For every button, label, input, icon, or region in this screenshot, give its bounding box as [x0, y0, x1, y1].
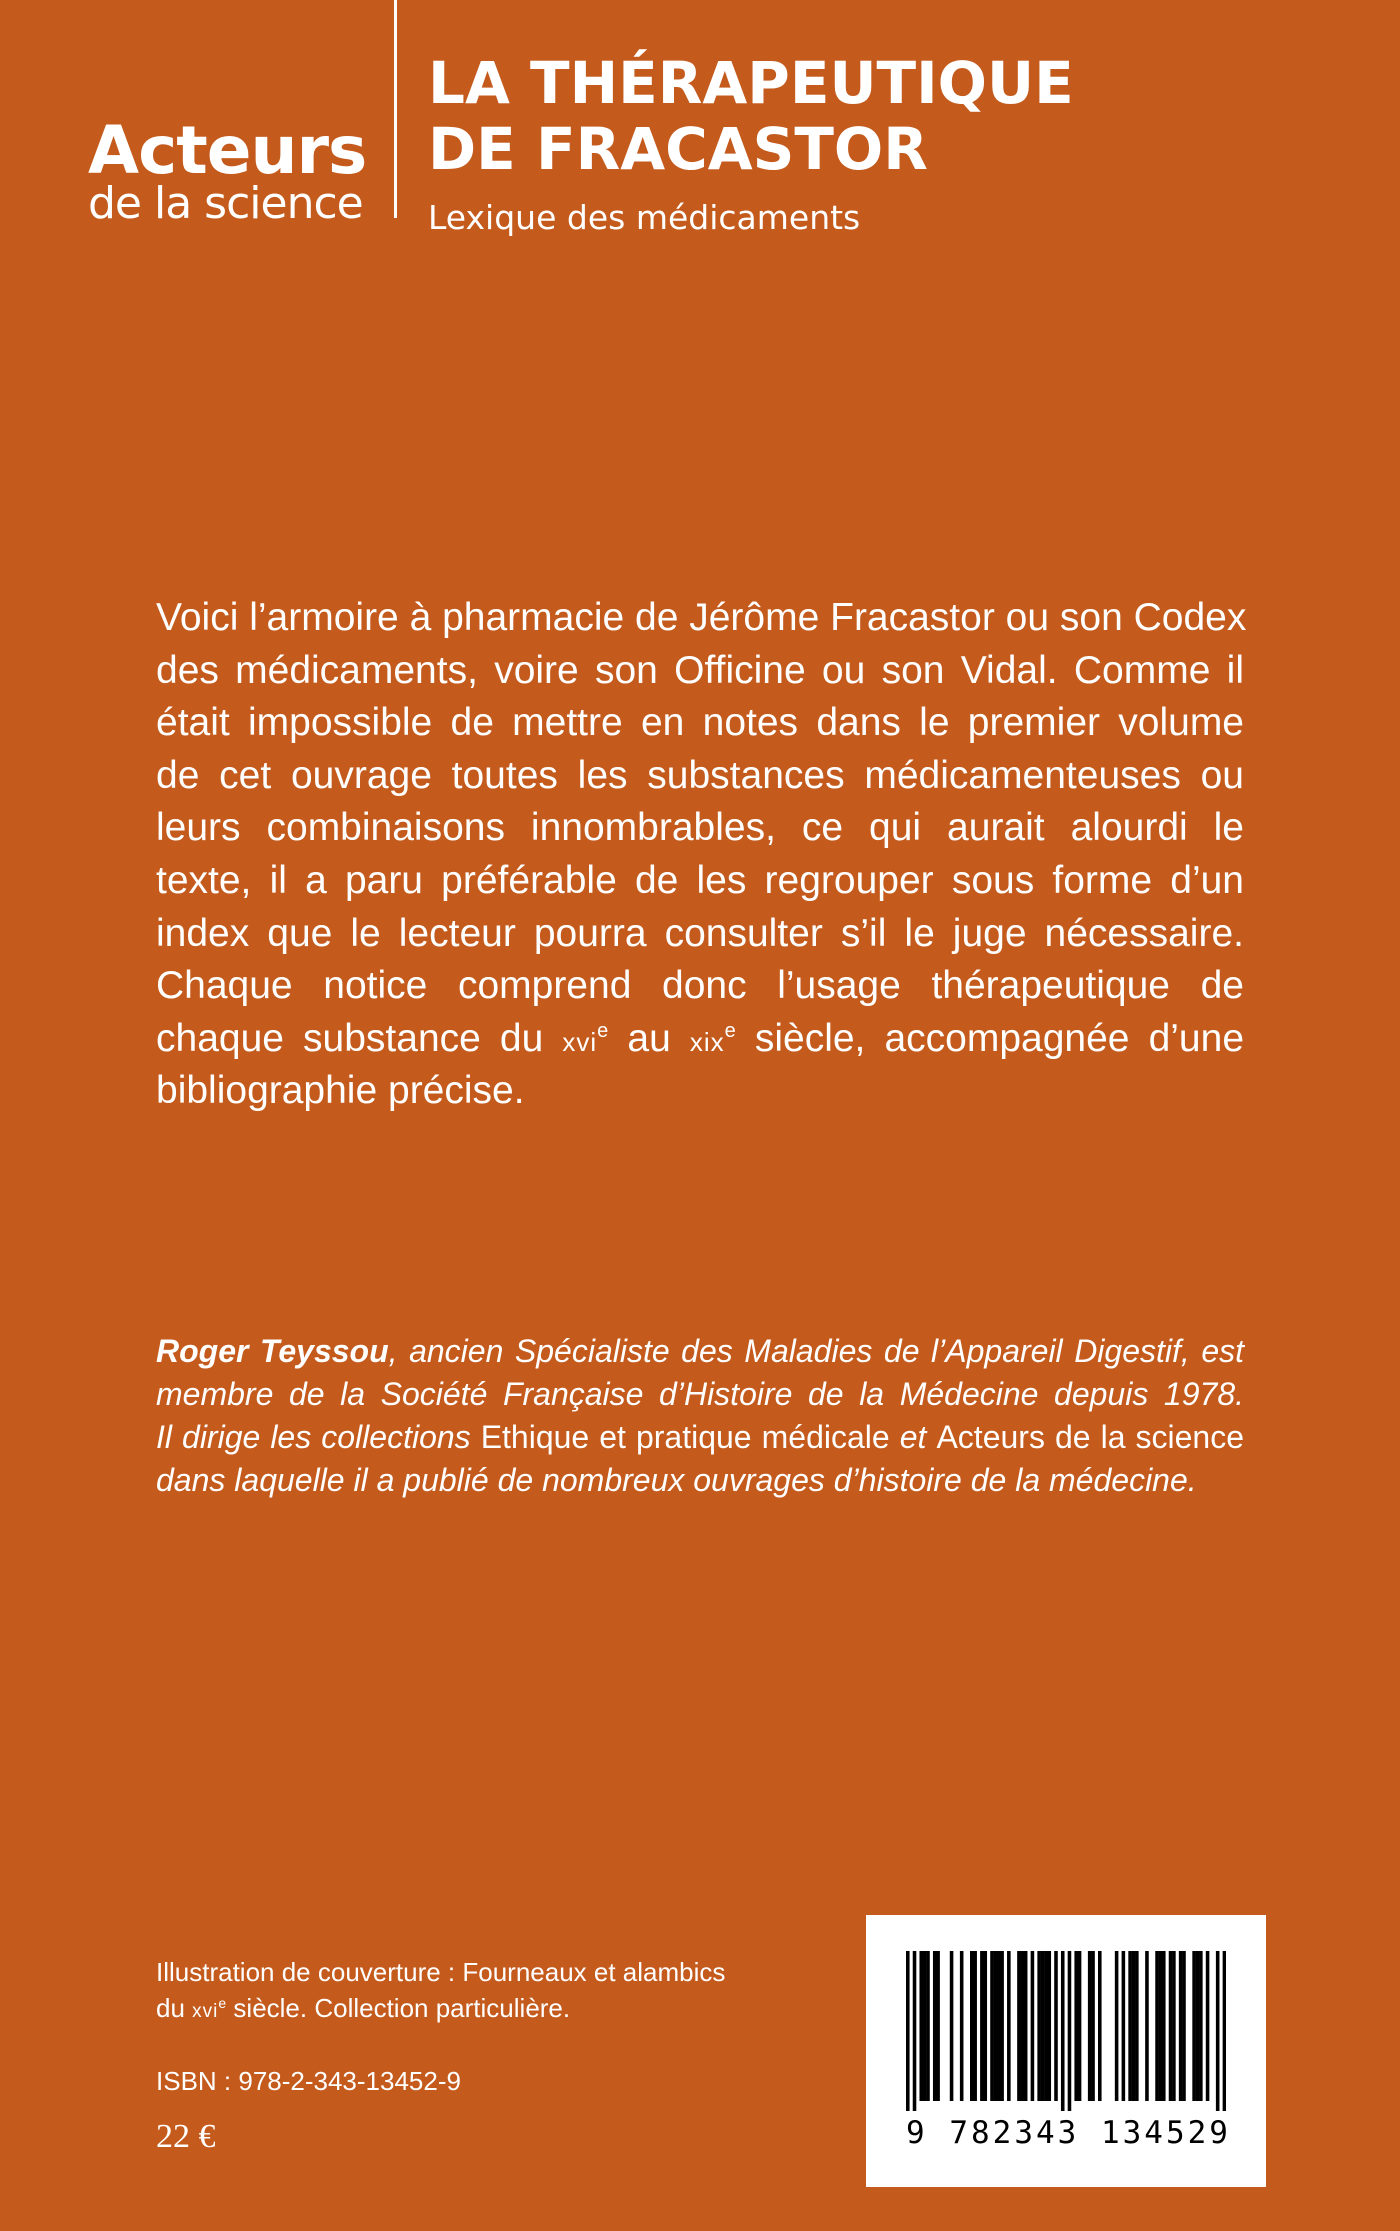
barcode-bar — [1088, 1951, 1092, 2101]
barcode-bar — [983, 1951, 987, 2101]
barcode-bar — [1159, 1951, 1163, 2101]
barcode-bar — [1155, 1951, 1159, 2101]
barcode-bar — [933, 1951, 937, 2101]
barcode-bar — [1061, 1951, 1065, 2111]
series-logo — [88, 112, 367, 229]
barcode-bar — [1196, 1951, 1200, 2101]
century-numeral: xvi — [192, 2001, 219, 2022]
barcode-bar — [1068, 1951, 1072, 2111]
author-bio — [156, 1330, 1244, 1502]
description-line: bibliographie précise. — [156, 1069, 525, 1113]
barcode-bar — [997, 1951, 1001, 2101]
description-text: chaque substance du — [156, 1016, 563, 1060]
barcode-bar — [936, 1951, 940, 2101]
barcode-bar — [1223, 1951, 1226, 2111]
barcode-bar — [950, 1951, 954, 2101]
barcode-bar — [1135, 1951, 1139, 2101]
author-name: Roger Teyssou — [156, 1333, 389, 1369]
isbn: ISBN : 978-2-343-13452-9 — [156, 2066, 461, 2096]
barcode-bar — [1074, 1951, 1078, 2101]
collection-name: Ethique et pratique médicale — [480, 1419, 890, 1455]
series-name-sub: de la science — [88, 178, 363, 229]
author-bio-text: , ancien Spécialiste des Maladies de l’Appareil Digestif, est — [388, 1333, 1245, 1369]
barcode-bar — [980, 1951, 984, 2101]
cover-credit-text: siècle. Collection particulière. — [226, 1993, 571, 2023]
barcode-bar — [1054, 1951, 1058, 2101]
description-line — [156, 1013, 1244, 1066]
series-name-main: Acteurs — [88, 112, 367, 189]
barcode-bars — [906, 1951, 1226, 2111]
author-bio-line: dans laquelle il a publié de nombreux ouvrages d’histoire de la médecine. — [156, 1462, 1197, 1498]
price: 22 € — [156, 2118, 216, 2155]
cover-credit-line: Illustration de couverture : Fourneaux et alambics — [156, 1957, 726, 1987]
book-subtitle: Lexique des médicaments — [428, 198, 861, 237]
cover-credit-text: du — [156, 1993, 193, 2023]
book-title-block — [428, 50, 1074, 238]
description-line: des médicaments, voire son Officine ou son Vidal. Comme il — [156, 648, 1244, 692]
barcode-bar — [1007, 1951, 1011, 2101]
cover-credit — [156, 1954, 796, 2030]
barcode-bar — [1216, 1951, 1220, 2111]
description-line: leurs combinaisons innombrables, ce qui aurait alourdi le — [156, 806, 1244, 850]
barcode-bar — [994, 1951, 998, 2101]
barcode-bar — [1122, 1951, 1126, 2101]
barcode-bar — [1179, 1951, 1183, 2101]
barcode-bar — [1172, 1951, 1176, 2101]
author-bio-line — [156, 1416, 1244, 1459]
description-text: siècle, accompagnée d’une — [735, 1016, 1245, 1060]
century-superscript: e — [218, 1995, 227, 2011]
barcode-bar — [1044, 1951, 1048, 2101]
barcode-bar — [913, 1951, 917, 2111]
book-title-line-2: DE FRACASTOR — [428, 115, 928, 183]
barcode-bar — [906, 1951, 910, 2111]
century-numeral: xix — [689, 1026, 725, 1057]
barcode-bar — [960, 1951, 964, 2101]
author-bio-text: Il dirige les collections — [156, 1419, 481, 1455]
author-bio-text: et — [889, 1419, 937, 1455]
barcode-bar — [1037, 1951, 1041, 2101]
barcode-bar — [973, 1951, 977, 2101]
barcode-bar — [1182, 1951, 1186, 2101]
barcode-bar — [1128, 1951, 1132, 2101]
barcode-bar — [1098, 1951, 1102, 2101]
author-bio-line: membre de la Société Française d’Histoire de la Médecine depuis 1978. — [156, 1376, 1244, 1412]
barcode-digits: 9 782343 134529 — [906, 2115, 1231, 2151]
barcode-bar — [1041, 1951, 1045, 2101]
barcode-bar — [1192, 1951, 1196, 2101]
barcode-bar — [926, 1951, 930, 2101]
barcode-bar — [1145, 1951, 1149, 2101]
description-line: index que le lecteur pourra consulter s’il le juge nécessaire. — [156, 911, 1244, 955]
book-title-line-1: LA THÉRAPEUTIQUE — [428, 49, 1074, 117]
barcode-bar — [923, 1951, 927, 2101]
barcode-bar — [1091, 1951, 1095, 2101]
book-description — [156, 592, 1247, 1118]
author-bio-line — [156, 1330, 1244, 1373]
barcode-bar — [1017, 1951, 1021, 2101]
description-line: de cet ouvrage toutes les substances médicamenteuses ou — [156, 753, 1244, 797]
century-superscript: e — [724, 1019, 736, 1042]
cover-credit-line — [156, 1990, 796, 2030]
barcode-bar — [1024, 1951, 1028, 2101]
barcode-bar — [1206, 1951, 1210, 2101]
barcode-bar — [1000, 1951, 1004, 2101]
collection-name: Acteurs de la science — [936, 1419, 1245, 1455]
century-numeral: xvi — [562, 1026, 598, 1057]
description-line: texte, il a paru préférable de les regrouper sous forme d’un — [156, 858, 1244, 902]
description-line: Chaque notice comprend donc l’usage thérapeutique de — [156, 964, 1244, 1008]
barcode-bar — [1162, 1951, 1166, 2101]
description-line: était impossible de mettre en notes dans le premier volume — [156, 701, 1244, 745]
barcode-bar — [919, 1951, 923, 2101]
barcode-bar — [1132, 1951, 1136, 2101]
description-line: Voici l’armoire à pharmacie de Jérôme Fracastor ou son Codex — [156, 596, 1247, 639]
barcode-bar — [1031, 1951, 1035, 2101]
barcode-bar — [1047, 1951, 1051, 2101]
description-text: au — [608, 1016, 690, 1060]
century-superscript: e — [597, 1019, 609, 1042]
header-divider — [394, 0, 397, 218]
barcode-bar — [1021, 1951, 1025, 2101]
barcode-bar — [1115, 1951, 1119, 2101]
barcode-bar — [990, 1951, 994, 2101]
barcode-bar — [1169, 1951, 1173, 2101]
barcode-box — [866, 1915, 1266, 2187]
barcode-bar — [1078, 1951, 1082, 2101]
barcode-bar — [970, 1951, 974, 2101]
barcode-bar — [1199, 1951, 1203, 2101]
